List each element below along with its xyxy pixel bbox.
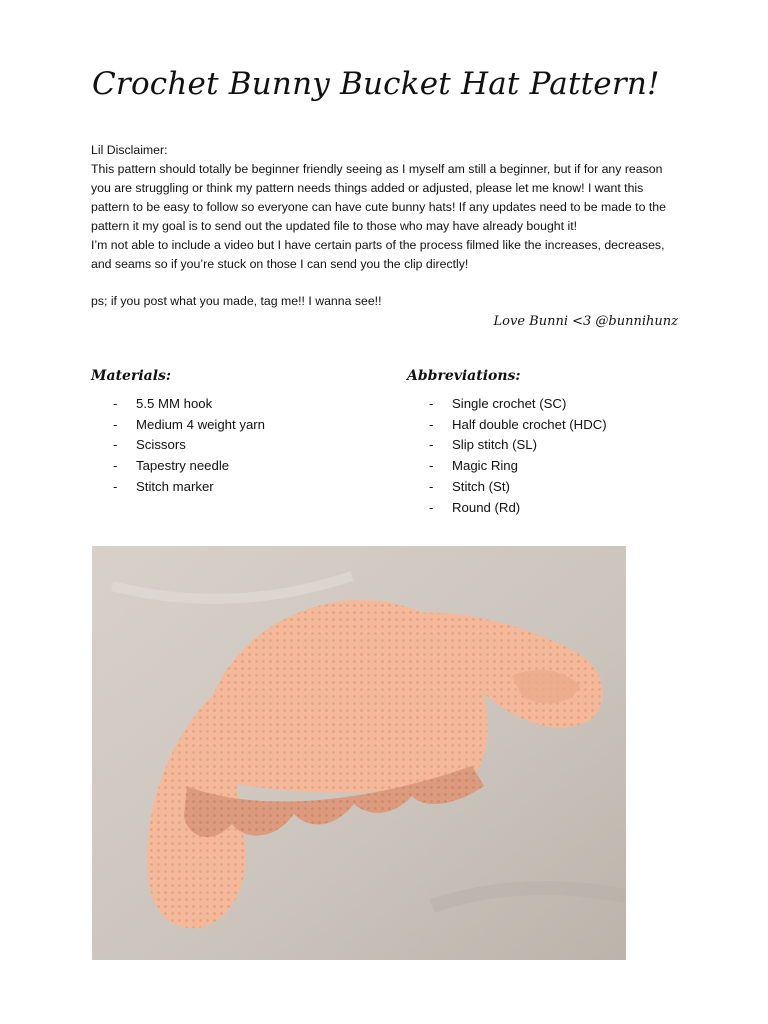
page-title: Crochet Bunny Bucket Hat Pattern! — [92, 66, 660, 102]
materials-list — [113, 394, 265, 498]
bunny-hat-illustration — [92, 546, 626, 960]
list-item: - 5.5 MM hook — [113, 394, 265, 415]
disclaimer-paragraph-2: I’m not able to include a video but I have certain parts of the process filmed like the increases, decreases, and seams so if you’re stuck on those I can send you the clip directly! — [91, 238, 665, 271]
list-item: - Medium 4 weight yarn — [113, 415, 265, 436]
list-item: - Slip stitch (SL) — [429, 435, 607, 456]
ps-note: ps; if you post what you made, tag me!! I wanna see!! — [91, 294, 382, 308]
disclaimer-heading: Lil Disclaimer: — [91, 143, 168, 157]
list-item: - Tapestry needle — [113, 456, 265, 477]
list-item: - Stitch marker — [113, 477, 265, 498]
materials-heading: Materials: — [91, 368, 172, 384]
abbreviations-list — [429, 394, 607, 518]
hat-photo — [92, 546, 626, 960]
list-item: - Stitch (St) — [429, 477, 607, 498]
list-item: - Half double crochet (HDC) — [429, 415, 607, 436]
list-item: - Round (Rd) — [429, 498, 607, 519]
disclaimer-section — [91, 141, 681, 274]
list-item: - Magic Ring — [429, 456, 607, 477]
author-signoff: Love Bunni <3 @bunnihunz — [493, 314, 678, 329]
list-item: - Single crochet (SC) — [429, 394, 607, 415]
list-item: - Scissors — [113, 435, 265, 456]
disclaimer-paragraph-1: This pattern should totally be beginner friendly seeing as I myself am still a beginner, but if for any reason you are struggling or think my pattern needs things added or adjusted, please let me know! I want this pattern to be easy to follow so everyone can have cute bunny hats! If any updates need to be made to the pattern it my goal is to send out the updated file to those who may have already bought it! — [91, 162, 666, 233]
abbreviations-heading: Abbreviations: — [407, 368, 521, 384]
